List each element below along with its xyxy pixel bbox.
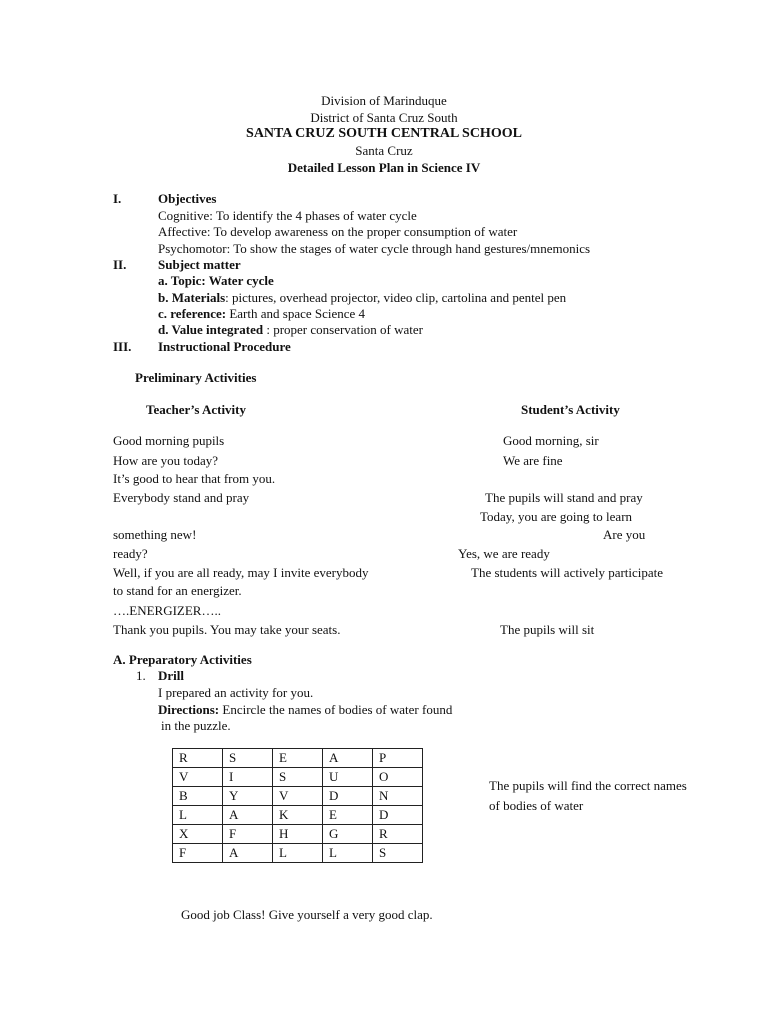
drill-intro: I prepared an activity for you. [158,685,314,700]
student-line: The students will actively participate [471,565,664,580]
town-line: Santa Cruz [355,143,413,158]
procedure-numeral: III. [113,339,132,354]
puzzle-cell: A [223,806,273,825]
puzzle-cell: F [173,844,223,863]
student-line: The pupils will stand and pray [485,490,643,505]
teacher-line: to stand for an energizer. [113,583,242,598]
procedure-heading: Instructional Procedure [158,339,291,354]
puzzle-cell: K [273,806,323,825]
puzzle-cell: A [323,749,373,768]
teacher-line: How are you today? [113,453,219,468]
preliminary-heading: Preliminary Activities [135,370,257,385]
puzzle-row [173,787,423,806]
value-text: : proper conservation of water [263,322,424,337]
puzzle-cell: N [373,787,423,806]
puzzle-row [173,768,423,787]
puzzle-cell: F [223,825,273,844]
puzzle-cell: A [223,844,273,863]
puzzle-cell: V [273,787,323,806]
teacher-line: Thank you pupils. You may take your seats. [113,622,341,637]
puzzle-cell: I [223,768,273,787]
puzzle-cell: B [173,787,223,806]
drill-heading: Drill [158,668,184,683]
puzzle-cell: G [323,825,373,844]
drill-number: 1. [136,668,146,683]
puzzle-cell: R [373,825,423,844]
puzzle-cell: L [273,844,323,863]
subject-matter-heading: Subject matter [158,257,241,272]
teacher-line: ready? [113,546,148,561]
school-name: SANTA CRUZ SOUTH CENTRAL SCHOOL [246,126,522,141]
value-label: d. Value integrated [158,322,264,337]
puzzle-cell: P [373,749,423,768]
puzzle-cell: V [173,768,223,787]
directions-line [158,702,452,718]
objective-affective: Affective: To develop awareness on the proper consumption of water [158,224,518,239]
puzzle-cell: D [373,806,423,825]
subject-matter-numeral: II. [113,257,127,272]
division-line: Division of Marinduque [321,93,447,108]
student-line: The pupils will sit [500,622,595,637]
objectives-heading: Objectives [158,191,217,206]
directions-text: Encircle the names of bodies of water found [219,702,453,717]
reference-label: c. reference: [158,306,227,321]
student-response-line: The pupils will find the correct names [489,778,687,793]
teacher-line: ….ENERGIZER….. [113,603,221,618]
puzzle-row [173,749,423,768]
puzzle-cell: H [273,825,323,844]
teacher-line: Everybody stand and pray [113,490,250,505]
puzzle-cell: U [323,768,373,787]
puzzle-cell: L [323,844,373,863]
teacher-line: It’s good to hear that from you. [113,471,276,486]
puzzle-cell: L [173,806,223,825]
preparatory-heading: A. Preparatory Activities [113,652,252,667]
plan-title: Detailed Lesson Plan in Science IV [287,160,481,175]
puzzle-row [173,844,423,863]
materials-line [158,290,566,306]
puzzle-cell: S [373,844,423,863]
student-line: We are fine [503,453,563,468]
student-line: Are you [603,527,646,542]
student-line: Good morning, sir [503,433,599,448]
puzzle-cell: R [173,749,223,768]
objective-psychomotor: Psychomotor: To show the stages of water cycle through hand gestures/mnemonics [158,241,591,256]
objectives-numeral: I. [113,191,122,206]
materials-text: : pictures, overhead projector, video clip, cartolina and pentel pen [225,290,567,305]
teacher-line: something new! [113,527,197,542]
student-line: Today, you are going to learn [480,509,633,524]
teacher-activity-heading: Teacher’s Activity [146,402,247,417]
student-line: Yes, we are ready [458,546,550,561]
puzzle-cell: Y [223,787,273,806]
directions-continuation: in the puzzle. [161,718,231,733]
teacher-line: Well, if you are all ready, may I invite everybody [113,565,369,580]
puzzle-cell: S [223,749,273,768]
closing-line: Good job Class! Give yourself a very good clap. [181,907,433,922]
puzzle-cell: S [273,768,323,787]
puzzle-cell: O [373,768,423,787]
value-line [158,322,423,338]
student-activity-heading: Student’s Activity [521,402,620,417]
puzzle-row [173,806,423,825]
puzzle-cell: E [323,806,373,825]
objective-cognitive: Cognitive: To identify the 4 phases of water cycle [158,208,417,223]
materials-label: b. Materials [158,290,226,305]
puzzle-cell: D [323,787,373,806]
teacher-line: Good morning pupils [113,433,225,448]
reference-text: Earth and space Science 4 [226,306,366,321]
topic-line: a. Topic: Water cycle [158,273,274,288]
puzzle-row [173,825,423,844]
reference-line [158,306,365,322]
puzzle-cell: E [273,749,323,768]
puzzle-cell: X [173,825,223,844]
district-line: District of Santa Cruz South [310,110,458,125]
student-response-line: of bodies of water [489,798,584,813]
word-puzzle-grid [172,748,423,863]
directions-label: Directions: [158,702,220,717]
